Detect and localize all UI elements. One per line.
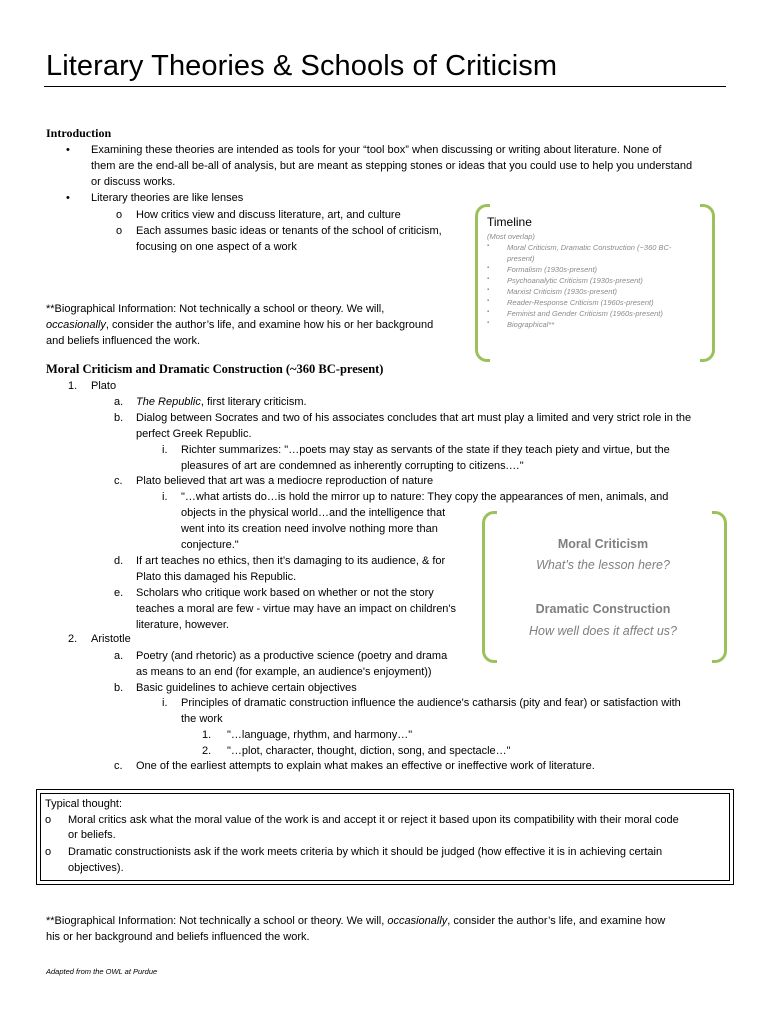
aristotle-b-i-1: "…language, rhythm, and harmony…": [227, 729, 413, 741]
plato-c-i-line1: "…what artists do…is hold the mirror up to nature: They copy the appearances of men, animals, and: [181, 491, 669, 503]
callout-bracket-right: [712, 511, 727, 663]
num-marker: 1.: [202, 729, 212, 741]
bio2-post: , consider the author’s life, and examine how: [447, 915, 666, 927]
timeline-item: Moral Criticism, Dramatic Construction (~360 BC-: [507, 243, 672, 252]
callout-bracket-left: [482, 511, 497, 663]
bullet-marker: •: [66, 144, 70, 156]
plato-e-line3: literature, however.: [136, 619, 229, 631]
roman-marker: i.: [162, 444, 168, 456]
plato-b-line1: Dialog between Socrates and two of his associates concludes that art must play a limited and very strict role in the: [136, 412, 692, 424]
typical-o1-line1: Moral critics ask what the moral value of the work is and accept it or reject it based upon its compatibility with their moral code: [68, 814, 679, 826]
typical-o2-line1: Dramatic constructionists ask if the work meets criteria by which it should be judged (how effective it is in achieving certain: [68, 846, 663, 858]
callout-dramatic-heading: Dramatic Construction: [535, 602, 671, 616]
moral-heading: Moral Criticism and Dramatic Construction (~360 BC-present): [46, 362, 384, 376]
letter-marker: c.: [114, 760, 123, 772]
plato-e-line1: Scholars who critique work based on whether or not the story: [136, 587, 434, 599]
intro-sub2-line1: Each assumes basic ideas or tenants of the school of criticism,: [136, 225, 442, 237]
timeline-bullet: ▪: [487, 243, 490, 249]
callout-moral-heading: Moral Criticism: [557, 537, 649, 551]
typical-marker: o: [45, 846, 52, 858]
aristotle-a-line1: Poetry (and rhetoric) as a productive science (poetry and drama: [136, 650, 448, 662]
intro-bullet1-line2: them are the end-all be-all of analysis, but are meant as stepping stones or ideas that you could use to help you understand: [91, 160, 693, 172]
intro-bullet2: Literary theories are like lenses: [91, 192, 244, 204]
aristotle-a-line2: as means to an end (for example, an audience's enjoyment)): [136, 666, 432, 678]
timeline-item: Psychoanalytic Criticism (1930s-present): [507, 276, 643, 285]
sub-marker: o: [116, 209, 123, 221]
intro-sub1: How critics view and discuss literature, art, and culture: [136, 209, 401, 221]
callout-moral-question: What’s the lesson here?: [536, 558, 670, 572]
timeline-bullet: ▪: [487, 309, 490, 315]
plato-e-line2: teaches a moral are few - virtue may have an impact on children's: [136, 603, 457, 615]
bio2-emphasis: occasionally: [387, 915, 448, 927]
bio2-line1: [46, 913, 665, 929]
intro-heading: Introduction: [46, 126, 112, 140]
timeline-item: present): [507, 254, 535, 263]
timeline-bullet: ▪: [487, 298, 490, 304]
aristotle-label: Aristotle: [91, 633, 131, 645]
typical-thought-box-inner: [40, 793, 730, 881]
aristotle-b-i-line2: the work: [181, 713, 223, 725]
plato-c: Plato believed that art was a mediocre reproduction of nature: [136, 475, 434, 487]
aristotle-b-i-2: "…plot, character, thought, diction, song, and spectacle…": [227, 745, 511, 757]
letter-marker: a.: [114, 650, 124, 662]
intro-bullet1-line1: Examining these theories are intended as tools for your “tool box” when discussing or writing about literature. None of: [91, 144, 662, 156]
plato-a-rest: , first literary criticism.: [200, 396, 307, 408]
bullet-marker: •: [66, 192, 70, 204]
timeline-item: Formalism (1930s-present): [507, 265, 598, 274]
timeline-bullet: ▪: [487, 276, 490, 282]
plato-b-i-line2: pleasures of art are condemned as inherently corrupting to citizens.…": [181, 460, 524, 472]
bio2-line2: his or her background and beliefs influenced the work.: [46, 931, 310, 943]
num-marker: 2.: [68, 633, 78, 645]
roman-marker: i.: [162, 697, 168, 709]
letter-marker: a.: [114, 396, 124, 408]
intro-sub2-line2: focusing on one aspect of a work: [136, 241, 297, 253]
timeline-title: Timeline: [487, 215, 532, 229]
timeline-item: Reader-Response Criticism (1960s-present): [507, 298, 654, 307]
republic-title: The Republic: [136, 396, 201, 408]
typical-marker: o: [45, 814, 52, 826]
intro-bio-line1: **Biographical Information: Not technically a school or theory. We will,: [46, 303, 385, 315]
page-title: Literary Theories & Schools of Criticism: [46, 50, 558, 82]
num-marker: 2.: [202, 745, 212, 757]
plato-b-i-line1: Richter summarizes: "…poets may stay as servants of the state if they teach piety and virtue, but the: [181, 444, 670, 456]
plato-b-line2: perfect Greek Republic.: [136, 428, 252, 440]
plato-c-i-line4: conjecture.": [181, 539, 239, 551]
plato-a: [136, 394, 307, 410]
roman-marker: i.: [162, 491, 168, 503]
num-marker: 1.: [68, 380, 78, 392]
intro-bio-line2: [46, 317, 433, 333]
timeline-bullet: ▪: [487, 287, 490, 293]
intro-bio-line2-text: , consider the author’s life, and examine how his or her background: [105, 319, 434, 331]
plato-c-i-line3: went into its creation need involve nothing more than: [181, 523, 438, 535]
timeline-bracket-right: [700, 204, 715, 362]
aristotle-b-i-line1: Principles of dramatic construction influence the audience's catharsis (pity and fear) or satisfaction with: [181, 697, 681, 709]
timeline-note: (Most overlap): [487, 232, 535, 241]
letter-marker: b.: [114, 682, 124, 694]
title-rule: [44, 86, 726, 87]
timeline-item: Feminist and Gender Criticism (1960s-present): [507, 309, 663, 318]
plato-label: Plato: [91, 380, 117, 392]
typical-o2-line2: objectives).: [68, 862, 124, 874]
plato-d-line2: Plato this damaged his Republic.: [136, 571, 297, 583]
aristotle-b: Basic guidelines to achieve certain objectives: [136, 682, 357, 694]
timeline-item: Biographical**: [507, 320, 555, 329]
aristotle-c: One of the earliest attempts to explain what makes an effective or ineffective work of literature.: [136, 760, 595, 772]
letter-marker: d.: [114, 555, 124, 567]
typical-o1-line2: or beliefs.: [68, 829, 116, 841]
timeline-item: Marxist Criticism (1930s-present): [507, 287, 618, 296]
plato-d-line1: If art teaches no ethics, then it’s damaging to its audience, & for: [136, 555, 446, 567]
plato-c-i-line2: objects in the physical world…and the intelligence that: [181, 507, 446, 519]
intro-bio-line3: and beliefs influenced the work.: [46, 335, 201, 347]
letter-marker: e.: [114, 587, 124, 599]
bio2-pre: **Biographical Information: Not technically a school or theory. We will,: [46, 915, 388, 927]
typical-heading: Typical thought:: [45, 798, 123, 810]
timeline-bullet: ▪: [487, 320, 490, 326]
letter-marker: c.: [114, 475, 123, 487]
letter-marker: b.: [114, 412, 124, 424]
intro-bio-emphasis: occasionally: [46, 319, 106, 331]
timeline-bullet: ▪: [487, 265, 490, 271]
callout-dramatic-question: How well does it affect us?: [529, 624, 677, 638]
footer-credit: Adapted from the OWL at Purdue: [46, 967, 158, 976]
intro-bullet1-line3: or discuss works.: [91, 176, 176, 188]
sub-marker: o: [116, 225, 123, 237]
